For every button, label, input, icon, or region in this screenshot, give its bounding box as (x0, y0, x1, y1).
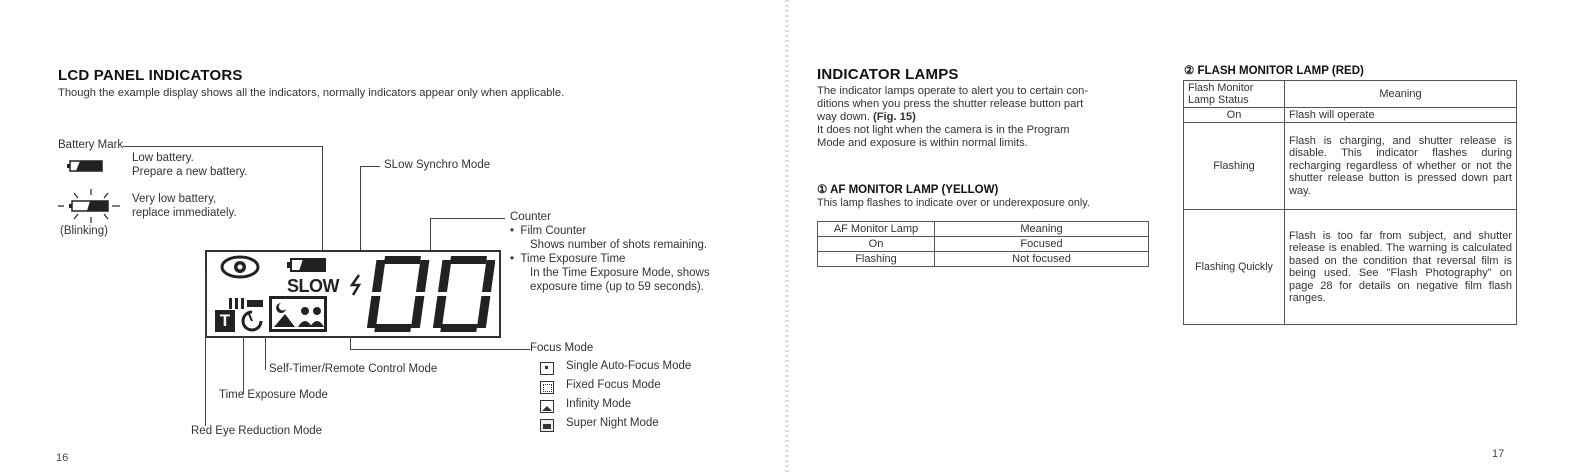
time-exposure-mode-label: Time Exposure Mode (219, 389, 328, 401)
page-number-right: 17 (1492, 448, 1505, 460)
slow-sync-label: SLow Synchro Mode (384, 159, 491, 171)
very-low-battery-1: Very low battery, (132, 193, 217, 205)
lcd-panel (205, 250, 501, 338)
fixed-focus-icon (540, 381, 554, 394)
time-exposure-icon: T (215, 310, 235, 332)
focus-mode-icon (269, 296, 327, 332)
af-monitor-table (817, 221, 1149, 267)
counter-digits (367, 256, 495, 332)
focus-leader (350, 349, 530, 350)
battery-leader-v (322, 146, 323, 258)
flash-row1-meaning: Flash will operate (1285, 108, 1517, 123)
flash-row3-status: Flashing Quickly (1184, 210, 1285, 325)
lightning-icon (349, 274, 363, 296)
battery-mark-label: Battery Mark (58, 139, 124, 151)
time-exposure-desc-1: In the Time Exposure Mode, shows (530, 267, 710, 279)
low-battery-2: Prepare a new battery. (132, 166, 248, 178)
af-row2-lamp: Flashing (818, 252, 935, 267)
slow-sync-leader (360, 166, 380, 167)
single-af-icon (540, 362, 554, 375)
self-timer-label: Self-Timer/Remote Control Mode (269, 363, 438, 375)
table-row (818, 237, 1149, 252)
battery-low-icon (66, 159, 108, 173)
battery-very-low-icon (56, 188, 126, 224)
red-eye-label: Red Eye Reduction Mode (191, 425, 323, 437)
film-counter-label: • Film Counter (510, 225, 587, 237)
flash-monitor-title: ② FLASH MONITOR LAMP (RED) (1184, 65, 1364, 77)
af-row2-meaning: Not focused (935, 252, 1149, 267)
red-eye-icon (219, 255, 261, 279)
flash-row3-meaning: Flash is too far from subject, and shutter release is enabled. The warning is calculated based on the condition that reversal film is being used. See "Flash Photography" on page 28 for details on negative film flash ranges. (1285, 210, 1517, 325)
af-header-lamp: AF Monitor Lamp (818, 222, 935, 237)
table-row (1184, 108, 1517, 123)
battery-leader (123, 146, 323, 147)
focus-mode-3: Infinity Mode (566, 398, 632, 410)
flash-monitor-table (1183, 80, 1517, 325)
lcd-battery-icon (287, 257, 329, 273)
af-header-meaning: Meaning (935, 222, 1149, 237)
super-night-icon (540, 419, 554, 432)
slow-sync-leader-v (360, 166, 361, 250)
right-page (786, 0, 1572, 472)
table-row (1184, 81, 1517, 108)
very-low-battery-2: replace immediately. (132, 207, 237, 219)
counter-leader-v (430, 218, 431, 250)
af-row1-lamp: On (818, 237, 935, 252)
focus-mode-4: Super Night Mode (566, 417, 659, 429)
flash-row2-status: Flashing (1184, 123, 1285, 210)
table-row (1184, 123, 1517, 210)
left-page (0, 0, 785, 472)
focus-leader-v (350, 336, 351, 349)
af-row1-meaning: Focused (935, 237, 1149, 252)
focus-mode-1: Single Auto-Focus Mode (566, 360, 692, 372)
indicator-lamps-title: INDICATOR LAMPS (817, 66, 959, 83)
flash-header-meaning: Meaning (1285, 81, 1517, 108)
focus-mode-2: Fixed Focus Mode (566, 379, 661, 391)
lcd-panel-title: LCD PANEL INDICATORS (58, 67, 243, 84)
lcd-slow-text: SLOW (287, 276, 339, 296)
lcd-intro: Though the example display shows all the indicators, normally indicators appear only when applicable. (58, 87, 565, 99)
table-row (818, 252, 1149, 267)
film-counter-desc: Shows number of shots remaining. (530, 239, 708, 251)
time-exposure-time-label: • Time Exposure Time (510, 253, 626, 265)
table-row (1184, 210, 1517, 325)
focus-mode-label: Focus Mode (530, 342, 594, 354)
infinity-icon (540, 400, 554, 413)
self-timer-icon (239, 308, 265, 334)
page-number-left: 16 (56, 452, 69, 464)
af-monitor-desc: This lamp flashes to indicate over or underexposure only. (817, 197, 1090, 209)
time-exposure-desc-2: exposure time (up to 59 seconds). (530, 281, 704, 293)
counter-label: Counter (510, 211, 551, 223)
indicator-intro: The indicator lamps operate to alert you to certain con- ditions when you press the shutter release button part way down. (Fig. 15) It does not light when the camera is in the Program Mode and exposure is within normal limits. (817, 85, 1089, 149)
low-battery-1: Low battery. (132, 152, 194, 164)
counter-leader (430, 218, 505, 219)
table-row (818, 222, 1149, 237)
flash-header-status: Flash Monitor Lamp Status (1184, 81, 1285, 108)
flash-row1-status: On (1184, 108, 1285, 123)
red-eye-leader-v (205, 270, 206, 426)
flash-row2-meaning: Flash is charging, and shutter release is disable. This indicator flashes during recharging regardless of whether or not the shutter release button is pressed down part way. (1285, 123, 1517, 210)
blinking-label: (Blinking) (60, 225, 108, 237)
af-monitor-title: ① AF MONITOR LAMP (YELLOW) (817, 184, 999, 196)
time-exposure-leader-v (243, 336, 244, 394)
self-timer-leader-v (265, 336, 266, 370)
